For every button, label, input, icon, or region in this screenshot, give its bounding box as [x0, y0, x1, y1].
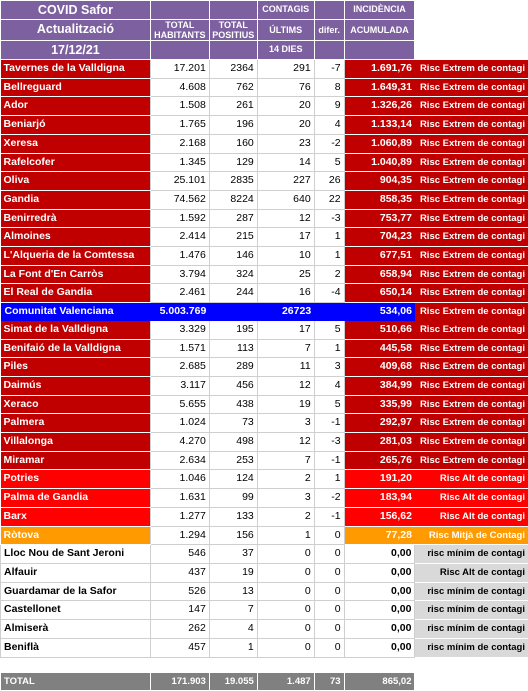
habitants-cell: 457: [150, 638, 209, 657]
risk-level-cell: Risc Extrem de contagi: [415, 60, 528, 79]
municipality-name: Palmera: [1, 414, 151, 433]
incidencia-cell: 1.691,76: [344, 60, 415, 79]
difer-cell: 8: [314, 78, 344, 97]
municipality-name: Palma de Gandia: [1, 489, 151, 508]
municipality-name: Lloc Nou de Sant Jeroni: [1, 545, 151, 564]
municipality-name: Alfauir: [1, 563, 151, 582]
risk-level-cell: Risc Alt de contagi: [415, 507, 528, 526]
header-empty-4: [150, 41, 209, 60]
contagis-cell: 11: [257, 358, 314, 377]
table-row: [1, 507, 528, 526]
table-row: [1, 620, 528, 639]
table-row: [1, 582, 528, 601]
municipality-name: Ador: [1, 97, 151, 116]
positius-cell: 146: [209, 247, 257, 266]
risk-level-cell: Risc Extrem de contagi: [415, 209, 528, 228]
incidencia-cell: 409,68: [344, 358, 415, 377]
risk-level-cell: Risc Extrem de contagi: [415, 376, 528, 395]
incidencia-cell: 265,76: [344, 451, 415, 470]
table-row: [1, 526, 528, 545]
incidencia-cell: 0,00: [344, 638, 415, 657]
col-incidencia-line2: ACUMULADA: [344, 20, 415, 41]
risk-level-cell: Risc Extrem de contagi: [415, 339, 528, 358]
difer-cell: -7: [314, 60, 344, 79]
difer-cell: -2: [314, 134, 344, 153]
table-row: [1, 563, 528, 582]
habitants-cell: 2.168: [150, 134, 209, 153]
total-difer: 73: [314, 672, 344, 691]
risk-level-cell: risc mínim de contagi: [415, 601, 528, 620]
contagis-cell: 76: [257, 78, 314, 97]
difer-cell: 1: [314, 247, 344, 266]
contagis-cell: 0: [257, 582, 314, 601]
positius-cell: 498: [209, 433, 257, 452]
contagis-cell: 227: [257, 172, 314, 191]
contagis-cell: 16: [257, 284, 314, 303]
municipality-name: Oliva: [1, 172, 151, 191]
positius-cell: 456: [209, 376, 257, 395]
habitants-cell: 262: [150, 620, 209, 639]
risk-level-cell: Risc Alt de contagi: [415, 489, 528, 508]
difer-cell: -1: [314, 507, 344, 526]
municipality-name: Xeraco: [1, 395, 151, 414]
incidencia-cell: 445,58: [344, 339, 415, 358]
incidencia-cell: 0,00: [344, 582, 415, 601]
incidencia-cell: 650,14: [344, 284, 415, 303]
contagis-cell: 20: [257, 116, 314, 135]
municipality-name: La Font d'En Carròs: [1, 265, 151, 284]
contagis-cell: 12: [257, 433, 314, 452]
difer-cell: 1: [314, 339, 344, 358]
contagis-cell: 2: [257, 470, 314, 489]
table-row: [1, 414, 528, 433]
contagis-cell: 7: [257, 339, 314, 358]
difer-cell: 0: [314, 545, 344, 564]
difer-cell: 9: [314, 97, 344, 116]
risk-level-cell: Risc Extrem de contagi: [415, 395, 528, 414]
incidencia-cell: 292,97: [344, 414, 415, 433]
title-date: 17/12/21: [1, 41, 151, 60]
table-row: [1, 545, 528, 564]
municipality-name: Miramar: [1, 451, 151, 470]
positius-cell: 287: [209, 209, 257, 228]
difer-cell: 0: [314, 638, 344, 657]
header-empty-1: [150, 1, 209, 20]
municipality-name: El Real de Gandia: [1, 284, 151, 303]
habitants-cell: 5.655: [150, 395, 209, 414]
incidencia-cell: 0,00: [344, 563, 415, 582]
incidencia-cell: 1.133,14: [344, 116, 415, 135]
difer-cell: -3: [314, 433, 344, 452]
municipality-name: Xeresa: [1, 134, 151, 153]
incidencia-cell: 510,66: [344, 321, 415, 339]
habitants-cell: 437: [150, 563, 209, 582]
incidencia-cell: 904,35: [344, 172, 415, 191]
positius-cell: 7: [209, 601, 257, 620]
incidencia-cell: 384,99: [344, 376, 415, 395]
habitants-cell: 2.685: [150, 358, 209, 377]
difer-cell: 5: [314, 153, 344, 172]
positius-cell: 13: [209, 582, 257, 601]
habitants-cell: 147: [150, 601, 209, 620]
risk-level-cell: Risc Mitjà de Contagi: [415, 526, 528, 545]
positius-cell: 133: [209, 507, 257, 526]
risk-level-cell: Risc Extrem de contagi: [415, 303, 528, 321]
risk-level-cell: risc mínim de contagi: [415, 582, 528, 601]
positius-cell: 8224: [209, 190, 257, 209]
header-empty-3: [314, 1, 344, 20]
contagis-cell: 640: [257, 190, 314, 209]
risk-level-cell: Risc Extrem de contagi: [415, 414, 528, 433]
habitants-cell: 1.592: [150, 209, 209, 228]
risk-level-cell: Risc Extrem de contagi: [415, 172, 528, 191]
habitants-cell: 1.571: [150, 339, 209, 358]
table-row: [1, 395, 528, 414]
municipality-name: Simat de la Valldigna: [1, 321, 151, 339]
municipality-name: Rafelcofer: [1, 153, 151, 172]
incidencia-cell: 677,51: [344, 247, 415, 266]
table-row: [1, 433, 528, 452]
positius-cell: 156: [209, 526, 257, 545]
difer-cell: 4: [314, 376, 344, 395]
incidencia-cell: 534,06: [344, 303, 415, 321]
difer-cell: -2: [314, 489, 344, 508]
incidencia-cell: 858,35: [344, 190, 415, 209]
positius-cell: 129: [209, 153, 257, 172]
table-row: [1, 134, 528, 153]
difer-cell: 3: [314, 358, 344, 377]
risk-level-cell: Risc Extrem de contagi: [415, 97, 528, 116]
title-line-2: Actualització: [1, 20, 151, 41]
municipality-name: Villalonga: [1, 433, 151, 452]
table-body: [1, 60, 528, 658]
municipality-name: L'Alqueria de la Comtessa: [1, 247, 151, 266]
risk-level-cell: Risc Extrem de contagi: [415, 134, 528, 153]
positius-cell: 1: [209, 638, 257, 657]
table-row: [1, 339, 528, 358]
positius-cell: 438: [209, 395, 257, 414]
contagis-cell: 0: [257, 545, 314, 564]
contagis-cell: 0: [257, 601, 314, 620]
total-label: TOTAL: [1, 672, 151, 691]
municipality-name: Comunitat Valenciana: [1, 303, 151, 321]
positius-cell: [209, 303, 257, 321]
incidencia-cell: 1.040,89: [344, 153, 415, 172]
difer-cell: 0: [314, 582, 344, 601]
municipality-name: Ròtova: [1, 526, 151, 545]
contagis-cell: 10: [257, 247, 314, 266]
contagis-cell: 291: [257, 60, 314, 79]
habitants-cell: 1.294: [150, 526, 209, 545]
difer-cell: 0: [314, 601, 344, 620]
header-blank: [415, 1, 528, 20]
table-row: [1, 489, 528, 508]
total-contagis: 1.487: [257, 672, 314, 691]
habitants-cell: 526: [150, 582, 209, 601]
table-row: [1, 247, 528, 266]
header-empty-6: [314, 41, 344, 60]
municipality-name: Beniflà: [1, 638, 151, 657]
habitants-cell: 4.270: [150, 433, 209, 452]
habitants-cell: 1.024: [150, 414, 209, 433]
total-positius: 19.055: [209, 672, 257, 691]
total-row: [1, 672, 528, 691]
col-positius: TOTAL POSITIUS: [209, 20, 257, 41]
municipality-name: Castellonet: [1, 601, 151, 620]
risk-level-cell: risc mínim de contagi: [415, 545, 528, 564]
positius-cell: 253: [209, 451, 257, 470]
risk-level-cell: risc mínim de contagi: [415, 620, 528, 639]
contagis-cell: 14: [257, 153, 314, 172]
habitants-cell: 1.277: [150, 507, 209, 526]
incidencia-cell: 0,00: [344, 620, 415, 639]
table-row: [1, 78, 528, 97]
incidencia-cell: 183,94: [344, 489, 415, 508]
municipality-name: Piles: [1, 358, 151, 377]
habitants-cell: 1.046: [150, 470, 209, 489]
risk-level-cell: Risc Extrem de contagi: [415, 433, 528, 452]
habitants-cell: 17.201: [150, 60, 209, 79]
risk-level-cell: Risc Extrem de contagi: [415, 265, 528, 284]
municipality-name: Potries: [1, 470, 151, 489]
difer-cell: 0: [314, 563, 344, 582]
contagis-cell: 20: [257, 97, 314, 116]
col-incidencia-line1: INCIDÈNCIA: [344, 1, 415, 20]
contagis-cell: 19: [257, 395, 314, 414]
difer-cell: -1: [314, 414, 344, 433]
municipality-name: Almoines: [1, 228, 151, 247]
incidencia-cell: 77,28: [344, 526, 415, 545]
risk-level-cell: Risc Extrem de contagi: [415, 358, 528, 377]
difer-cell: 0: [314, 620, 344, 639]
municipality-name: Benifaió de la Valldigna: [1, 339, 151, 358]
contagis-cell: 23: [257, 134, 314, 153]
table-row: [1, 358, 528, 377]
habitants-cell: 2.634: [150, 451, 209, 470]
positius-cell: 196: [209, 116, 257, 135]
positius-cell: 244: [209, 284, 257, 303]
habitants-cell: 1.345: [150, 153, 209, 172]
total-blank: [415, 672, 528, 691]
difer-cell: 4: [314, 116, 344, 135]
risk-level-cell: Risc Extrem de contagi: [415, 247, 528, 266]
total-incidencia: 865,02: [344, 672, 415, 691]
spacer-row: [1, 657, 528, 672]
table-row: [1, 303, 528, 321]
table-header: [1, 1, 528, 60]
incidencia-cell: 281,03: [344, 433, 415, 452]
risk-level-cell: Risc Alt de contagi: [415, 563, 528, 582]
risk-level-cell: Risc Alt de contagi: [415, 470, 528, 489]
habitants-cell: 74.562: [150, 190, 209, 209]
difer-cell: -1: [314, 451, 344, 470]
incidencia-cell: 0,00: [344, 545, 415, 564]
difer-cell: -3: [314, 209, 344, 228]
risk-level-cell: risc mínim de contagi: [415, 638, 528, 657]
habitants-cell: 2.414: [150, 228, 209, 247]
difer-cell: 0: [314, 526, 344, 545]
table-row: [1, 153, 528, 172]
col-habitants: TOTAL HABITANTS: [150, 20, 209, 41]
difer-cell: 5: [314, 395, 344, 414]
table-row: [1, 190, 528, 209]
positius-cell: 195: [209, 321, 257, 339]
municipality-name: Guardamar de la Safor: [1, 582, 151, 601]
positius-cell: 19: [209, 563, 257, 582]
col-contagis-line3: 14 DIES: [257, 41, 314, 60]
contagis-cell: 7: [257, 451, 314, 470]
contagis-cell: 26723: [257, 303, 314, 321]
positius-cell: 113: [209, 339, 257, 358]
difer-cell: -4: [314, 284, 344, 303]
positius-cell: 124: [209, 470, 257, 489]
contagis-cell: 3: [257, 489, 314, 508]
incidencia-cell: 0,00: [344, 601, 415, 620]
habitants-cell: 1.631: [150, 489, 209, 508]
total-habitants: 171.903: [150, 672, 209, 691]
positius-cell: 2364: [209, 60, 257, 79]
incidencia-cell: 658,94: [344, 265, 415, 284]
risk-level-cell: Risc Extrem de contagi: [415, 190, 528, 209]
incidencia-cell: 1.326,26: [344, 97, 415, 116]
positius-cell: 289: [209, 358, 257, 377]
contagis-cell: 0: [257, 563, 314, 582]
municipality-name: Benirredrà: [1, 209, 151, 228]
table-row: [1, 97, 528, 116]
municipality-name: Almiserà: [1, 620, 151, 639]
table-row: [1, 321, 528, 339]
table-row: [1, 284, 528, 303]
positius-cell: 99: [209, 489, 257, 508]
incidencia-cell: 335,99: [344, 395, 415, 414]
habitants-cell: 546: [150, 545, 209, 564]
positius-cell: 37: [209, 545, 257, 564]
contagis-cell: 12: [257, 376, 314, 395]
col-contagis-line2: ÚLTIMS: [257, 20, 314, 41]
table-row: [1, 60, 528, 79]
municipality-name: Bellreguard: [1, 78, 151, 97]
table-row: [1, 265, 528, 284]
positius-cell: 73: [209, 414, 257, 433]
table-row: [1, 451, 528, 470]
contagis-cell: 0: [257, 638, 314, 657]
header-blank: [415, 41, 528, 60]
contagis-cell: 2: [257, 507, 314, 526]
habitants-cell: 5.003.769: [150, 303, 209, 321]
positius-cell: 324: [209, 265, 257, 284]
header-empty-7: [344, 41, 415, 60]
risk-level-cell: Risc Extrem de contagi: [415, 228, 528, 247]
habitants-cell: 2.461: [150, 284, 209, 303]
incidencia-cell: 1.060,89: [344, 134, 415, 153]
municipality-name: Beniarjó: [1, 116, 151, 135]
difer-cell: 22: [314, 190, 344, 209]
difer-cell: 5: [314, 321, 344, 339]
positius-cell: 215: [209, 228, 257, 247]
contagis-cell: 12: [257, 209, 314, 228]
habitants-cell: 3.117: [150, 376, 209, 395]
positius-cell: 160: [209, 134, 257, 153]
contagis-cell: 25: [257, 265, 314, 284]
municipality-name: Tavernes de la Valldigna: [1, 60, 151, 79]
title-line-1: COVID Safor: [1, 1, 151, 20]
difer-cell: 1: [314, 228, 344, 247]
col-difer: difer.: [314, 20, 344, 41]
contagis-cell: 1: [257, 526, 314, 545]
risk-level-cell: Risc Extrem de contagi: [415, 451, 528, 470]
table-row: [1, 601, 528, 620]
incidencia-cell: 156,62: [344, 507, 415, 526]
positius-cell: 4: [209, 620, 257, 639]
risk-level-cell: Risc Extrem de contagi: [415, 116, 528, 135]
risk-level-cell: Risc Extrem de contagi: [415, 284, 528, 303]
contagis-cell: 17: [257, 321, 314, 339]
incidencia-cell: 704,23: [344, 228, 415, 247]
municipality-name: Daimús: [1, 376, 151, 395]
difer-cell: 26: [314, 172, 344, 191]
table-row: [1, 228, 528, 247]
habitants-cell: 3.329: [150, 321, 209, 339]
incidencia-cell: 1.649,31: [344, 78, 415, 97]
col-contagis-line1: CONTAGIS: [257, 1, 314, 20]
table-row: [1, 470, 528, 489]
municipality-name: Gandia: [1, 190, 151, 209]
positius-cell: 2835: [209, 172, 257, 191]
incidencia-cell: 191,20: [344, 470, 415, 489]
habitants-cell: 3.794: [150, 265, 209, 284]
header-blank: [415, 20, 528, 41]
difer-cell: 1: [314, 470, 344, 489]
contagis-cell: 17: [257, 228, 314, 247]
risk-level-cell: Risc Extrem de contagi: [415, 78, 528, 97]
table-row: [1, 638, 528, 657]
difer-cell: 2: [314, 265, 344, 284]
municipality-name: Barx: [1, 507, 151, 526]
incidencia-cell: 753,77: [344, 209, 415, 228]
contagis-cell: 3: [257, 414, 314, 433]
risk-level-cell: Risc Extrem de contagi: [415, 321, 528, 339]
habitants-cell: 1.508: [150, 97, 209, 116]
header-empty-5: [209, 41, 257, 60]
risk-level-cell: Risc Extrem de contagi: [415, 153, 528, 172]
habitants-cell: 1.476: [150, 247, 209, 266]
positius-cell: 261: [209, 97, 257, 116]
habitants-cell: 1.765: [150, 116, 209, 135]
habitants-cell: 4.608: [150, 78, 209, 97]
positius-cell: 762: [209, 78, 257, 97]
difer-cell: [314, 303, 344, 321]
habitants-cell: 25.101: [150, 172, 209, 191]
header-empty-2: [209, 1, 257, 20]
table-row: [1, 116, 528, 135]
table-row: [1, 376, 528, 395]
contagis-cell: 0: [257, 620, 314, 639]
table-row: [1, 172, 528, 191]
table-row: [1, 209, 528, 228]
